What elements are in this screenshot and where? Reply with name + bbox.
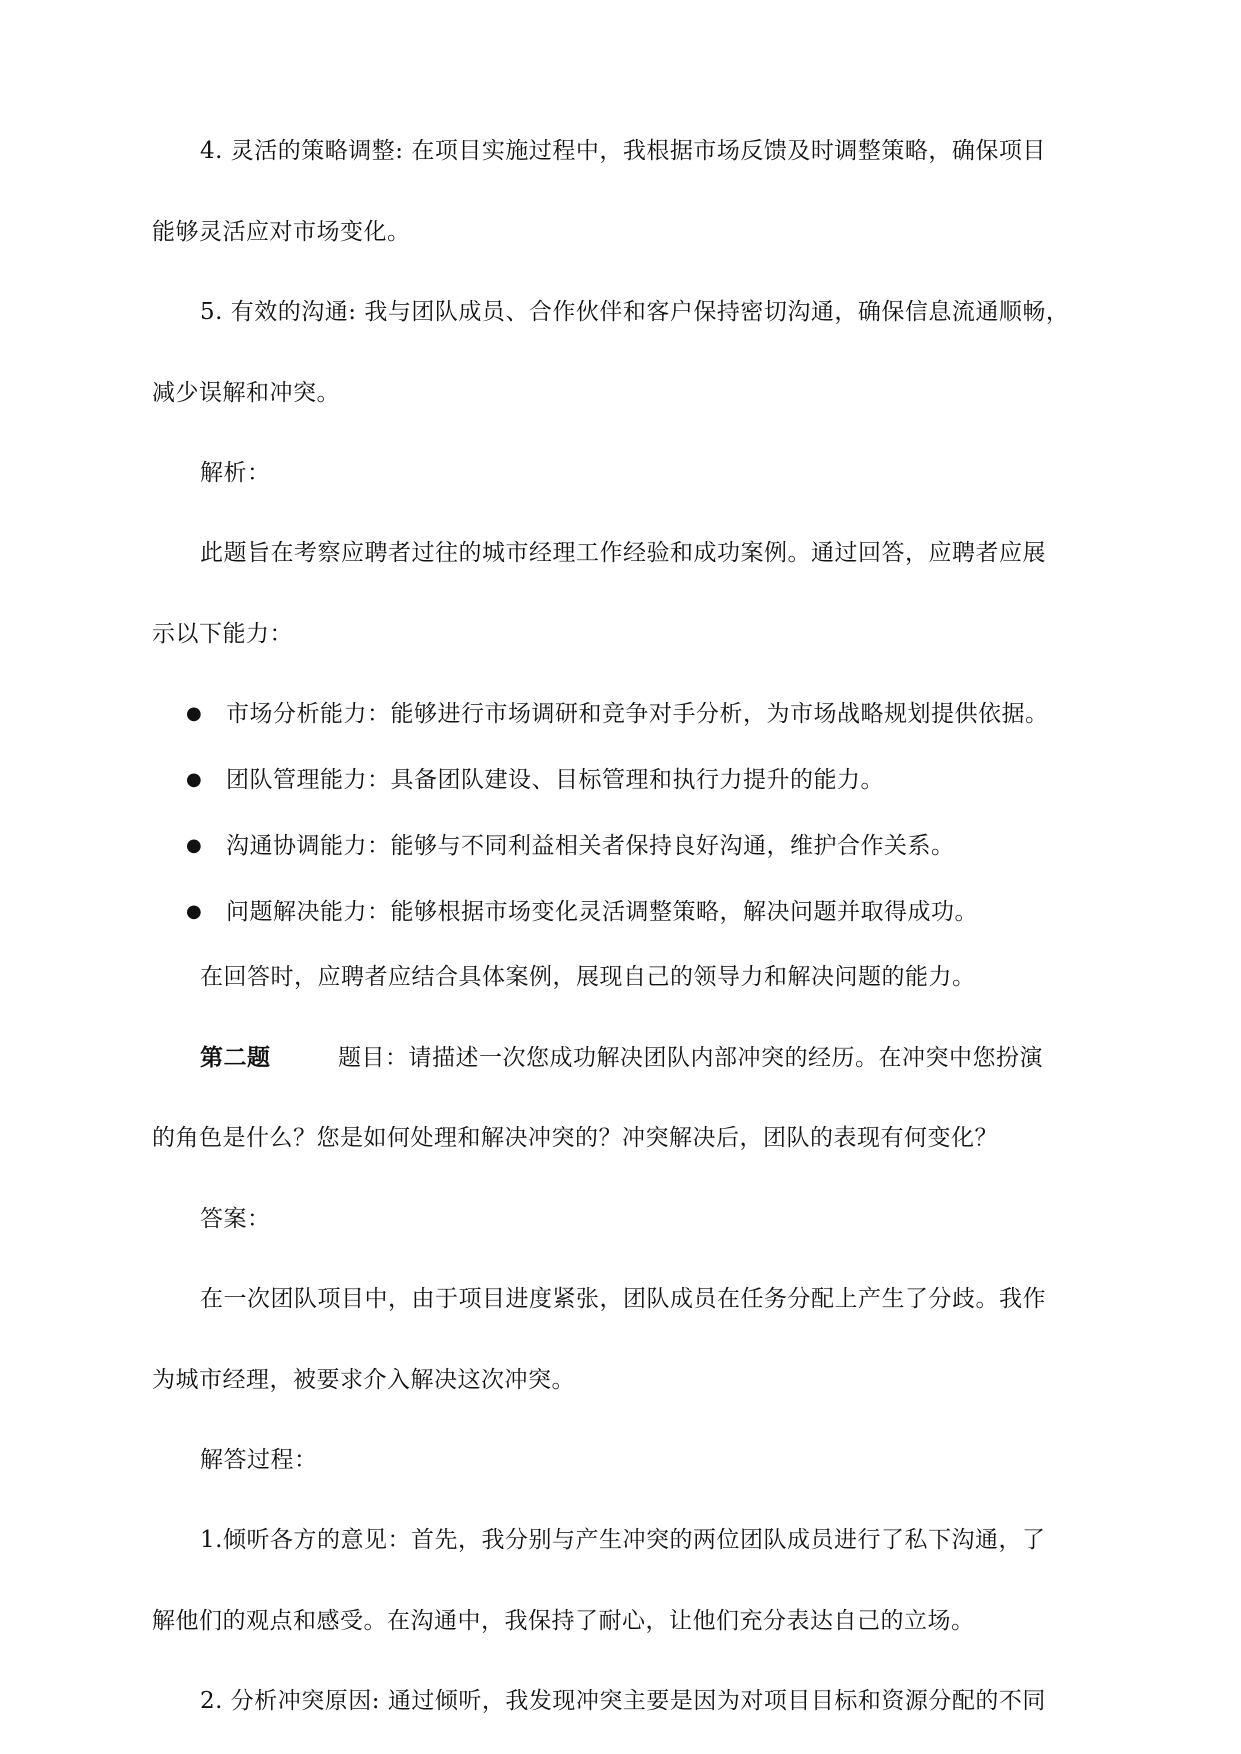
bullet-icon: ● [186, 769, 202, 790]
paragraph-5-line-2: 减少误解和冲突。 [152, 380, 340, 406]
bullet-icon: ● [186, 835, 202, 856]
answer-line-1: 在一次团队项目中，由于项目进度紧张，团队成员在任务分配上产生了分歧。我作 [200, 1286, 1046, 1312]
question-2-label: 第二题 [200, 1044, 271, 1071]
question-2-line-1 [200, 1043, 1043, 1073]
analysis-label: 解析： [200, 460, 271, 486]
paragraph-4-line-2: 能够灵活应对市场变化。 [152, 219, 411, 245]
analysis-line-1: 此题旨在考察应聘者过往的城市经理工作经验和成功案例。通过回答，应聘者应展 [200, 540, 1046, 566]
answer-line-2: 为城市经理，被要求介入解决这次冲突。 [152, 1367, 575, 1393]
step-1-line-2: 解他们的观点和感受。在沟通中，我保持了耐心，让他们充分表达自己的立场。 [152, 1608, 975, 1634]
step-2-line-1: 2. 分析冲突原因: 通过倾听，我发现冲突主要是因为对项目目标和资源分配的不同 [200, 1688, 1046, 1714]
bullet-text: 市场分析能力：能够进行市场调研和竞争对手分析，为市场战略规划提供依据。 [226, 701, 1049, 727]
question-2-line-2: 的角色是什么？您是如何处理和解决冲突的？冲突解决后，团队的表现有何变化？ [152, 1125, 998, 1151]
closing-paragraph: 在回答时，应聘者应结合具体案例，展现自己的领导力和解决问题的能力。 [200, 964, 976, 990]
bullet-text: 团队管理能力：具备团队建设、目标管理和执行力提升的能力。 [226, 767, 884, 793]
bullet-icon: ● [186, 901, 202, 922]
step-1-line-1: 1.倾听各方的意见：首先，我分别与产生冲突的两位团队成员进行了私下沟通，了 [200, 1527, 1046, 1553]
process-label: 解答过程： [200, 1447, 318, 1473]
paragraph-4-line-1: 4. 灵活的策略调整: 在项目实施过程中，我根据市场反馈及时调整策略，确保项目 [200, 138, 1046, 164]
answer-label: 答案： [200, 1206, 271, 1232]
paragraph-5-line-1: 5. 有效的沟通: 我与团队成员、合作伙伴和客户保持密切沟通，确保信息流通顺畅， [200, 299, 1070, 325]
analysis-line-2: 示以下能力： [152, 621, 293, 647]
question-2-text: 题目：请描述一次您成功解决团队内部冲突的经历。在冲突中您扮演 [338, 1045, 1043, 1071]
bullet-text: 沟通协调能力：能够与不同利益相关者保持良好沟通，维护合作关系。 [226, 833, 955, 859]
bullet-text: 问题解决能力：能够根据市场变化灵活调整策略，解决问题并取得成功。 [226, 899, 978, 925]
bullet-icon: ● [186, 703, 202, 724]
